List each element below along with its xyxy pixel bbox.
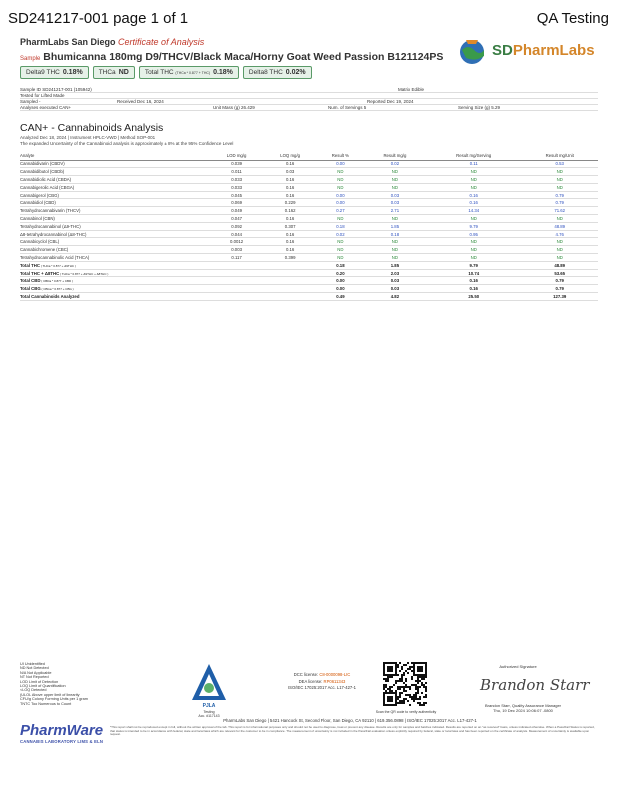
table-cell: 0.229 [263, 199, 317, 207]
table-cell: 0.011 [210, 168, 263, 176]
analyte-name: Δ8-tetrahydrocannabinol (Δ8-THC) [20, 230, 210, 238]
table-cell: 1.85 [364, 222, 426, 230]
table-row [20, 207, 598, 215]
licenses [262, 672, 382, 692]
table-cell: 10.74 [426, 269, 521, 277]
table-cell: 0.02 [364, 160, 426, 168]
table-cell: 2.71 [364, 207, 426, 215]
table-cell: 0.307 [263, 222, 317, 230]
servings: Num. of Servings 5 [328, 105, 367, 110]
table-cell: 0.03 [364, 285, 426, 293]
total-row [20, 285, 598, 293]
signatory-name: Brandon Starr, Quality Assurance Manager [484, 703, 562, 708]
table-cell: ND [364, 183, 426, 191]
summary-badges [20, 66, 312, 79]
table-cell: 0.16 [426, 277, 521, 285]
sample-prefix: Sample [20, 56, 41, 62]
table-cell: 0.03 [364, 277, 426, 285]
table-cell: 0.53 [521, 160, 598, 168]
column-header: LOD mg/g [210, 148, 263, 160]
total-row [20, 277, 598, 285]
table-cell: 0.02 [317, 230, 364, 238]
table-cell: ND [426, 183, 521, 191]
pjla-text [188, 710, 230, 718]
table-cell: 0.00 [317, 277, 364, 285]
analyte-name: Cannabigerol (CBG) [20, 191, 210, 199]
uncertainty-note: The expanded Uncertainty of the Cannabinoid analysis is approximately ± 8% at the 95% Confidence Level [20, 141, 234, 146]
table-cell: 0.79 [521, 191, 598, 199]
table-cell: 0.79 [521, 199, 598, 207]
table-cell: 127.39 [521, 293, 598, 301]
results-table [20, 148, 598, 301]
pharmware-word: PharmWare [20, 722, 104, 739]
footer-address: PharmLabs San Diego | 5421 Hancock St, Second Floor, San Diego, CA 92110 | 619.356.0898 | ISO/IEC 17025:2017 Acc. L17-427-1 [223, 718, 477, 723]
table-cell: 0.16 [263, 246, 317, 254]
table-cell: ND [426, 168, 521, 176]
section-subtitle: Analyzed Dec 18, 2024 | Instrument HPLC-VWD | Method SOP-001 [20, 135, 156, 140]
legend-item: LOD Limit of Detection [20, 679, 59, 684]
table-cell: ND [521, 238, 598, 246]
table-cell: 0.18 [317, 222, 364, 230]
badge-thca: THCa ND [93, 66, 135, 79]
sampled: Sampled - [20, 99, 41, 104]
table-cell: 0.18 [317, 261, 364, 269]
table-cell [210, 285, 263, 293]
report-status: QA Testing [536, 10, 609, 27]
pjla-line1: Testing [203, 710, 215, 714]
qr-code-icon[interactable] [383, 662, 427, 706]
table-cell: ND [364, 168, 426, 176]
table-cell: 0.00 [317, 285, 364, 293]
table-cell: ND [521, 176, 598, 184]
table-cell: ND [426, 254, 521, 262]
serving-size: Serving Size (g) 5.29 [458, 105, 501, 110]
table-cell: 0.049 [210, 207, 263, 215]
lab-name [20, 37, 204, 47]
badge-delta9-thc: Delta9 THC 0.18% [20, 66, 89, 79]
table-cell: 0.16 [263, 215, 317, 223]
total-label: Total Cannabinoids Analyzed [20, 293, 210, 301]
table-cell: 1.85 [364, 261, 426, 269]
footer-disclaimer: *This report shall not be reproduced except in full, without the written approval of the lab. This report is for informational purposes only and should not be used to diagnose, treat or prevent any disease. Results are only for samples and batches indicated. Results are reported on an "as received" basis, unless indicated otherwise. When a Pass/Fail Status is reported, that status is intended to be in accordance with federal, state and local laws which are relevant for the customer to be in compliance. The measurement of uncertainty is not included in the Pass/Fail evaluation unless explicitly required by federal, state or local laws and has been reported on the certificate of analysis. Measurement of uncertainty is available upon request. [110, 725, 595, 737]
analyte-name: Tetrahydrocannabinol (Δ9-THC) [20, 222, 210, 230]
table-cell: ND [364, 238, 426, 246]
table-row [20, 246, 598, 254]
table-cell: 0.16 [263, 183, 317, 191]
table-cell: 0.162 [263, 207, 317, 215]
table-row [20, 160, 598, 168]
table-cell: ND [317, 168, 364, 176]
legend-item: (ULOL Above upper limit of linearity [20, 692, 80, 697]
table-cell: 0.003 [210, 246, 263, 254]
table-cell: ND [364, 215, 426, 223]
analyte-name: Cannabicyclol (CBL) [20, 238, 210, 246]
table-cell: 0.79 [521, 277, 598, 285]
analyte-name: Cannabidivarin (CBDV) [20, 160, 210, 168]
table-cell: ND [317, 254, 364, 262]
table-cell: 0.16 [426, 199, 521, 207]
table-cell: 0.039 [210, 160, 263, 168]
table-cell: 0.092 [210, 222, 263, 230]
table-cell: 0.399 [263, 254, 317, 262]
table-cell: 71.62 [521, 207, 598, 215]
table-cell: ND [317, 183, 364, 191]
analyte-name: Cannabidibutol (CBDb) [20, 168, 210, 176]
column-header: Result % [317, 148, 364, 160]
total-row [20, 261, 598, 269]
table-cell [263, 285, 317, 293]
sample-id: Sample ID SD241217-001 (105942) [20, 87, 92, 92]
tested-for: Tested for Lifted Made [20, 93, 65, 98]
qr-caption: Scan the QR code to verify authenticity [375, 710, 437, 714]
table-cell: ND [317, 238, 364, 246]
legend-item: LOQ Limit of Quantification [20, 684, 66, 689]
table-cell [263, 269, 317, 277]
analyte-name: Cannabigerolic Acid (CBGA) [20, 183, 210, 191]
table-cell: 0.16 [263, 176, 317, 184]
report-title: SD241217-001 page 1 of 1 [8, 10, 189, 27]
table-cell: 25.50 [426, 293, 521, 301]
table-cell: 0.16 [426, 191, 521, 199]
signature-label: Authorized Signature [499, 664, 537, 669]
table-cell: ND [521, 183, 598, 191]
table-cell: 4.76 [521, 230, 598, 238]
table-cell: 0.03 [263, 168, 317, 176]
table-row [20, 183, 598, 191]
table-row [20, 176, 598, 184]
table-cell: 0.18 [364, 230, 426, 238]
table-cell: ND [426, 238, 521, 246]
table-row [20, 215, 598, 223]
table-cell: 0.045 [210, 191, 263, 199]
info-row [20, 105, 598, 111]
abbreviation-legend [20, 662, 88, 706]
table-cell: 0.00 [317, 160, 364, 168]
table-cell: 14.34 [426, 207, 521, 215]
table-cell [263, 261, 317, 269]
table-cell: 0.03 [364, 199, 426, 207]
badge-delta8-thc: Delta8 THC 0.02% [243, 66, 312, 79]
table-cell: 48.89 [521, 261, 598, 269]
table-cell: 0.069 [210, 199, 263, 207]
analyte-name: Tetrahydrocannabinolic Acid (THCA) [20, 254, 210, 262]
pjla-accreditation-icon [188, 660, 230, 710]
table-cell: 0.79 [521, 285, 598, 293]
total-label: Total CBD ( CBDa * 0.877 + CBD ) [20, 277, 210, 285]
table-cell: 9.79 [426, 222, 521, 230]
column-header: Result mg/Serving [426, 148, 521, 160]
table-cell: ND [426, 176, 521, 184]
table-cell: 0.49 [317, 293, 364, 301]
table-body [20, 160, 598, 300]
table-cell: ND [364, 254, 426, 262]
section-title: CAN+ - Cannabinoids Analysis [20, 122, 164, 134]
globe-icon [456, 36, 488, 66]
table-row [20, 191, 598, 199]
table-cell: 53.65 [521, 269, 598, 277]
table-cell: 0.27 [317, 207, 364, 215]
table-cell: 0.11 [426, 160, 521, 168]
total-label: Total THC ( THCa * 0.877 + Δ9THC ) [20, 261, 210, 269]
legend-item: <LOQ Detected [20, 688, 47, 693]
sample-line [20, 51, 443, 63]
analyte-name: Cannabidiolic Acid (CBDA) [20, 176, 210, 184]
table-cell [210, 277, 263, 285]
table-cell: 0.16 [426, 285, 521, 293]
total-row [20, 269, 598, 277]
signatory [468, 703, 578, 713]
table-cell: 0.033 [210, 176, 263, 184]
analyte-name: Tetrahydrocannabivarin (THCV) [20, 207, 210, 215]
table-cell: ND [317, 246, 364, 254]
logo-wordmark: SDPharmLabs [492, 42, 595, 59]
pjla-name: PJLA [202, 703, 216, 709]
table-cell: 0.03 [364, 191, 426, 199]
table-cell [263, 277, 317, 285]
table-cell: 2.03 [364, 269, 426, 277]
legend-item: UI Unidentified [20, 662, 45, 666]
table-cell: ND [426, 246, 521, 254]
badge-total-thc: Total THC (THCa * 0.877 + THC) 0.18% [139, 66, 239, 79]
table-cell: ND [521, 215, 598, 223]
total-label: Total CBG ( CBGa * 0.877 + CBG ) [20, 285, 210, 293]
table-cell: 0.20 [317, 269, 364, 277]
table-cell: ND [364, 246, 426, 254]
table-cell: ND [317, 215, 364, 223]
table-header-row [20, 148, 598, 160]
matrix: Matrix Edible [398, 87, 425, 92]
table-cell: 4.82 [364, 293, 426, 301]
unit-mass: Unit Mass (g) 26.429 [213, 105, 255, 110]
sample-name: Bhumicanna 180mg D9/THCV/Black Maca/Horny Goat Weed Passion B121124PS [43, 51, 444, 63]
lab-name-text: PharmLabs San Diego [20, 37, 116, 47]
received: Received Dec 16, 2024 [117, 99, 164, 104]
legend-item: N/A Not Applicable [20, 670, 52, 675]
column-header: LOQ mg/g [263, 148, 317, 160]
table-cell [210, 293, 263, 301]
table-cell: 0.16 [263, 230, 317, 238]
dea-license: DEA license: RP0611343 [298, 678, 346, 684]
table-cell: 48.89 [521, 222, 598, 230]
analyte-name: Cannabichromene (CBC) [20, 246, 210, 254]
table-cell [210, 269, 263, 277]
analyses: Analyses executed CAN+ [20, 105, 72, 110]
table-cell: 0.117 [210, 254, 263, 262]
table-row [20, 254, 598, 262]
sample-info [20, 87, 598, 111]
table-cell: 0.00 [317, 199, 364, 207]
table-cell: 0.044 [210, 230, 263, 238]
table-cell: 0.16 [263, 191, 317, 199]
table-cell: ND [521, 254, 598, 262]
legend-item: TNTC Too Numerous to Count [20, 701, 72, 706]
pharmware-logo [20, 722, 103, 744]
table-row [20, 230, 598, 238]
table-cell: 0.16 [263, 160, 317, 168]
sdpharmlabs-logo [456, 36, 606, 66]
reported: Reported Dec 19, 2024 [367, 99, 414, 104]
column-header: Analyte [20, 148, 210, 160]
legend-item: NT Not Reported [20, 675, 49, 680]
table-cell: 0.16 [263, 238, 317, 246]
table-cell: 0.95 [426, 230, 521, 238]
table-cell: 0.00 [317, 191, 364, 199]
table-row [20, 222, 598, 230]
analyte-name: Cannabinol (CBN) [20, 215, 210, 223]
signature-date: Thu, 19 Dec 2024 10:06:07 -0800 [493, 708, 553, 713]
table-row [20, 238, 598, 246]
table-cell [263, 293, 317, 301]
table-row [20, 199, 598, 207]
total-row [20, 293, 598, 301]
pharmware-sub: CANNABIS LABORATORY LIMS & ELN [20, 739, 104, 744]
table-cell [210, 261, 263, 269]
pjla-line2: Acc. #117143 [198, 714, 220, 718]
signature-image: Brandon Starr [480, 676, 590, 694]
table-cell: ND [521, 246, 598, 254]
analyte-name: Cannabidiol (CBD) [20, 199, 210, 207]
iso-license: ISO/IEC 17025:2017 Acc. L17-427-1 [288, 685, 356, 690]
table-cell: 0.047 [210, 215, 263, 223]
table-cell: 0.0012 [210, 238, 263, 246]
table-cell: ND [521, 168, 598, 176]
table-row [20, 168, 598, 176]
table-cell: ND [364, 176, 426, 184]
legend-item: CFU/g Colony Forming Units per 1 gram [20, 697, 88, 702]
column-header: Result mg/Unit [521, 148, 598, 160]
column-header: Result mg/g [364, 148, 426, 160]
table-cell: 9.79 [426, 261, 521, 269]
total-label: Total THC + Δ8THC ( THCa * 0.877 + Δ9THC + Δ8THC ) [20, 269, 210, 277]
dcc-license: DCC license: C8-0000098-LIC [293, 672, 351, 677]
table-cell: ND [317, 176, 364, 184]
table-cell: 0.033 [210, 183, 263, 191]
doc-type: Certificate of Analysis [118, 37, 205, 47]
legend-item: ND Not Detected [20, 666, 49, 671]
table-cell: ND [426, 215, 521, 223]
